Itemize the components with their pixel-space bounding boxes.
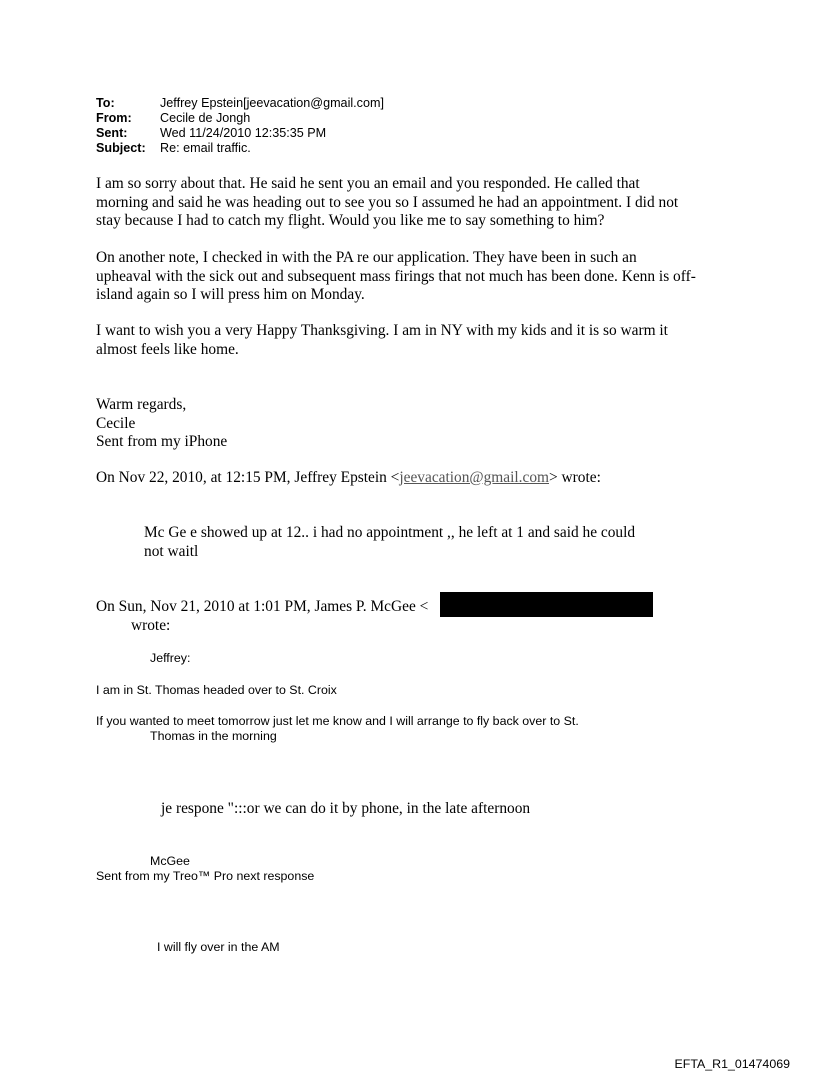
body-paragraph-3 xyxy=(96,322,668,359)
quote1-message xyxy=(144,524,635,561)
body-paragraph-1 xyxy=(96,175,678,231)
quote1-attribution xyxy=(96,469,601,488)
sent-label: Sent: xyxy=(96,126,128,140)
body-paragraph-2 xyxy=(96,249,696,305)
je-response: je respone ":::or we can do it by phone, in the late afternoon xyxy=(161,800,531,817)
signoff-line: Sent from my iPhone xyxy=(96,433,228,451)
quote2-line-b xyxy=(96,714,579,744)
signature-name: McGee xyxy=(150,854,190,868)
quote1-line: Mc Ge e showed up at 12.. i had no appointment ,, he left at 1 and said he could xyxy=(144,524,636,541)
quote2-line-b2: Thomas in the morning xyxy=(150,729,277,743)
body-line: stay because I had to catch my flight. Would you like me to say something to him? xyxy=(96,212,605,230)
quote2-attribution xyxy=(96,598,428,635)
subject-value: Re: email traffic. xyxy=(160,141,251,155)
body-line: upheaval with the sick out and subsequent mass firings that not much has been done. Kenn is off- xyxy=(96,267,696,285)
quote1-suffix: > wrote: xyxy=(549,469,601,486)
quote2-line1: On Sun, Nov 21, 2010 at 1:01 PM, James P. McGee < xyxy=(96,598,429,615)
from-label: From: xyxy=(96,111,132,125)
quote1-line: not waitl xyxy=(144,542,199,560)
quote2-signature xyxy=(96,854,314,884)
quote2-greeting: Jeffrey: xyxy=(150,651,191,665)
subject-label: Subject: xyxy=(96,141,146,155)
header-sent-row xyxy=(96,126,384,141)
final-response: I will fly over in the AM xyxy=(157,940,280,954)
from-value: Cecile de Jongh xyxy=(160,111,251,125)
body-line: I want to wish you a very Happy Thanksgiving. I am in NY with my kids and it is so warm it xyxy=(96,322,668,339)
redaction-box xyxy=(440,592,653,617)
quote2-line2: wrote: xyxy=(131,616,171,634)
signoff xyxy=(96,396,227,452)
quote1-prefix: On Nov 22, 2010, at 12:15 PM, Jeffrey Epstein < xyxy=(96,469,400,486)
signoff-line: Warm regards, xyxy=(96,396,187,413)
email-link[interactable]: jeevacation@gmail.com xyxy=(399,469,549,486)
body-line: almost feels like home. xyxy=(96,340,239,358)
body-line: I am so sorry about that. He said he sent you an email and you responded. He called that xyxy=(96,175,640,192)
email-header xyxy=(96,96,384,156)
body-line: On another note, I checked in with the PA re our application. They have been in such an xyxy=(96,249,637,266)
header-subject-row xyxy=(96,141,384,156)
to-value: Jeffrey Epstein[jeevacation@gmail.com] xyxy=(160,96,384,110)
body-line: island again so I will press him on Monday. xyxy=(96,286,365,304)
sent-value: Wed 11/24/2010 12:35:35 PM xyxy=(160,126,327,140)
document-id: EFTA_R1_01474069 xyxy=(674,1057,790,1071)
header-to-row xyxy=(96,96,384,111)
quote2-line-a: I am in St. Thomas headed over to St. Croix xyxy=(96,683,337,697)
body-line: morning and said he was heading out to see you so I assumed he had an appointment. I did not xyxy=(96,193,679,211)
header-from-row xyxy=(96,111,384,126)
quote2-line-b1: If you wanted to meet tomorrow just let me know and I will arrange to fly back over to St. xyxy=(96,714,579,728)
signature-sent: Sent from my Treo™ Pro next response xyxy=(96,869,315,883)
to-label: To: xyxy=(96,96,115,110)
signoff-line: Cecile xyxy=(96,414,136,432)
